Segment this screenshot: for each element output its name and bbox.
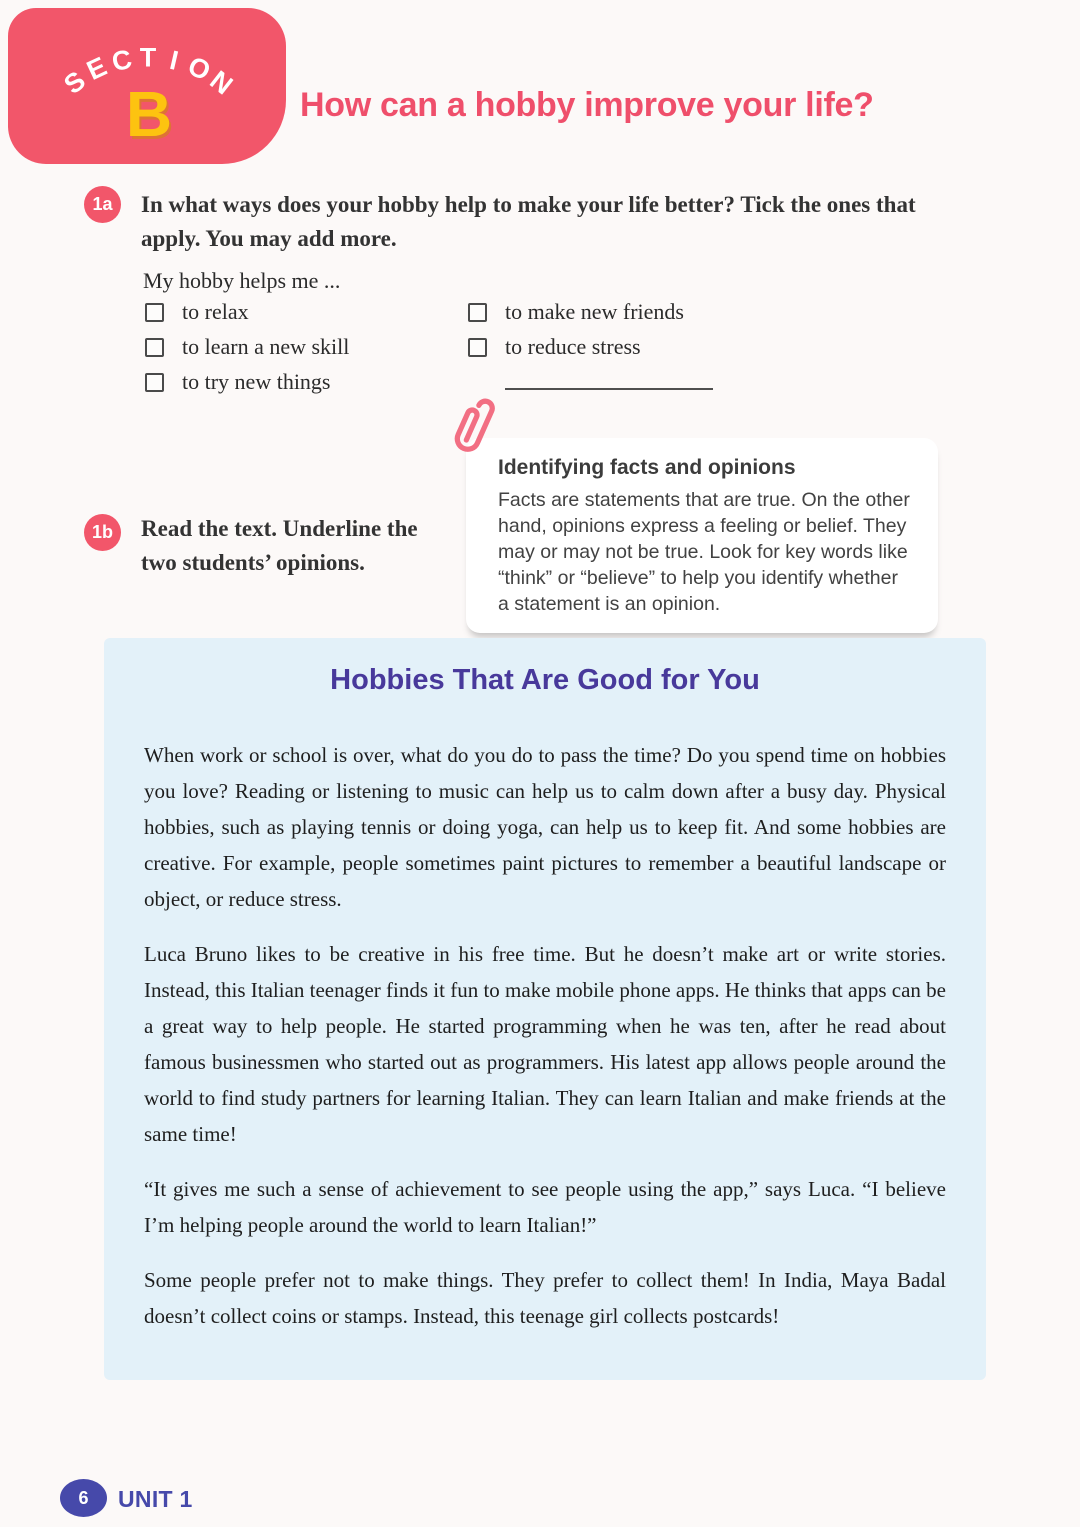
page-number-badge: 6: [60, 1479, 107, 1517]
options-column-left: [145, 300, 349, 405]
activity-1a-badge: 1a: [84, 186, 121, 223]
checkbox-label: to relax: [182, 299, 249, 324]
checkbox-label: to make new friends: [505, 299, 684, 324]
checkbox[interactable]: [145, 373, 164, 392]
activity-1b-instruction: Read the text. Underline the two students’ opinions.: [141, 516, 418, 575]
checkbox-label: to try new things: [182, 369, 331, 394]
section-arc-letter: I: [167, 45, 182, 76]
checkbox-option: [468, 300, 684, 324]
section-badge: [8, 8, 286, 164]
page-title: How can a hobby improve your life?: [300, 86, 874, 124]
section-arc-letter: E: [82, 51, 112, 86]
list-intro: My hobby helps me ...: [143, 268, 341, 293]
reading-title: Hobbies That Are Good for You: [330, 664, 760, 696]
tip-box-title: Identifying facts and opinions: [498, 456, 796, 479]
reading-paragraph: When work or school is over, what do you do to pass the time? Do you spend time on hobbies you love? Reading or listening to music can help us to calm down after a busy day. Physical hobbies, such as playing tennis or doing yoga, can help us to keep fit. And some hobbies are creative. For example, people sometimes paint pictures to remember a beautiful landscape or object, or reduce stress.: [144, 743, 946, 911]
checkbox-option: [145, 370, 349, 394]
checkbox-label: to reduce stress: [505, 334, 641, 359]
checkbox-label: to learn a new skill: [182, 334, 350, 359]
reading-paragraph: Some people prefer not to make things. They prefer to collect them! In India, Maya Badal doesn’t collect coins or stamps. Instead, this teenage girl collects postcards!: [144, 1268, 946, 1328]
activity-1a-instruction: In what ways does your hobby help to make your life better? Tick the ones that apply. You may add more.: [141, 192, 916, 251]
reading-paragraph: “It gives me such a sense of achievement to see people using the app,” says Luca. “I believe I’m helping people around the world to learn Italian!”: [144, 1177, 946, 1237]
checkbox[interactable]: [145, 303, 164, 322]
checkbox-option: [468, 335, 684, 359]
checkbox[interactable]: [468, 338, 487, 357]
section-arc-letter: N: [204, 64, 239, 101]
section-arc-letter: C: [109, 43, 135, 78]
checkbox-option: [145, 335, 349, 359]
section-arc-letter: T: [139, 42, 157, 73]
write-in-line[interactable]: [505, 360, 713, 390]
section-arc-letter: O: [183, 50, 216, 87]
unit-label: UNIT 1: [118, 1486, 193, 1512]
checkbox[interactable]: [145, 338, 164, 357]
section-letter: B: [125, 78, 173, 150]
checkbox[interactable]: [468, 303, 487, 322]
activity-1b-badge: 1b: [84, 514, 121, 551]
reading-passage: [104, 638, 986, 1380]
checkbox-option: [145, 300, 349, 324]
tip-box: [466, 438, 938, 633]
section-arc-letter: S: [58, 65, 92, 100]
reading-paragraph: Luca Bruno likes to be creative in his free time. But he doesn’t make art or write stories. Instead, this Italian teenager finds it fun to make mobile phone apps. He thinks that apps can be a great way to help people. He started programming when he was ten, after he read about famous businessmen who started out as programmers. His latest app allows people around the world to find study partners for learning Italian. They can learn Italian and make friends at the same time!: [144, 942, 946, 1146]
tip-box-body: Facts are statements that are true. On the other hand, opinions express a feeling or belief. They may or may not be true. Look for key words like “think” or “believe” to help you identify whether a statement is an opinion.: [498, 489, 910, 615]
